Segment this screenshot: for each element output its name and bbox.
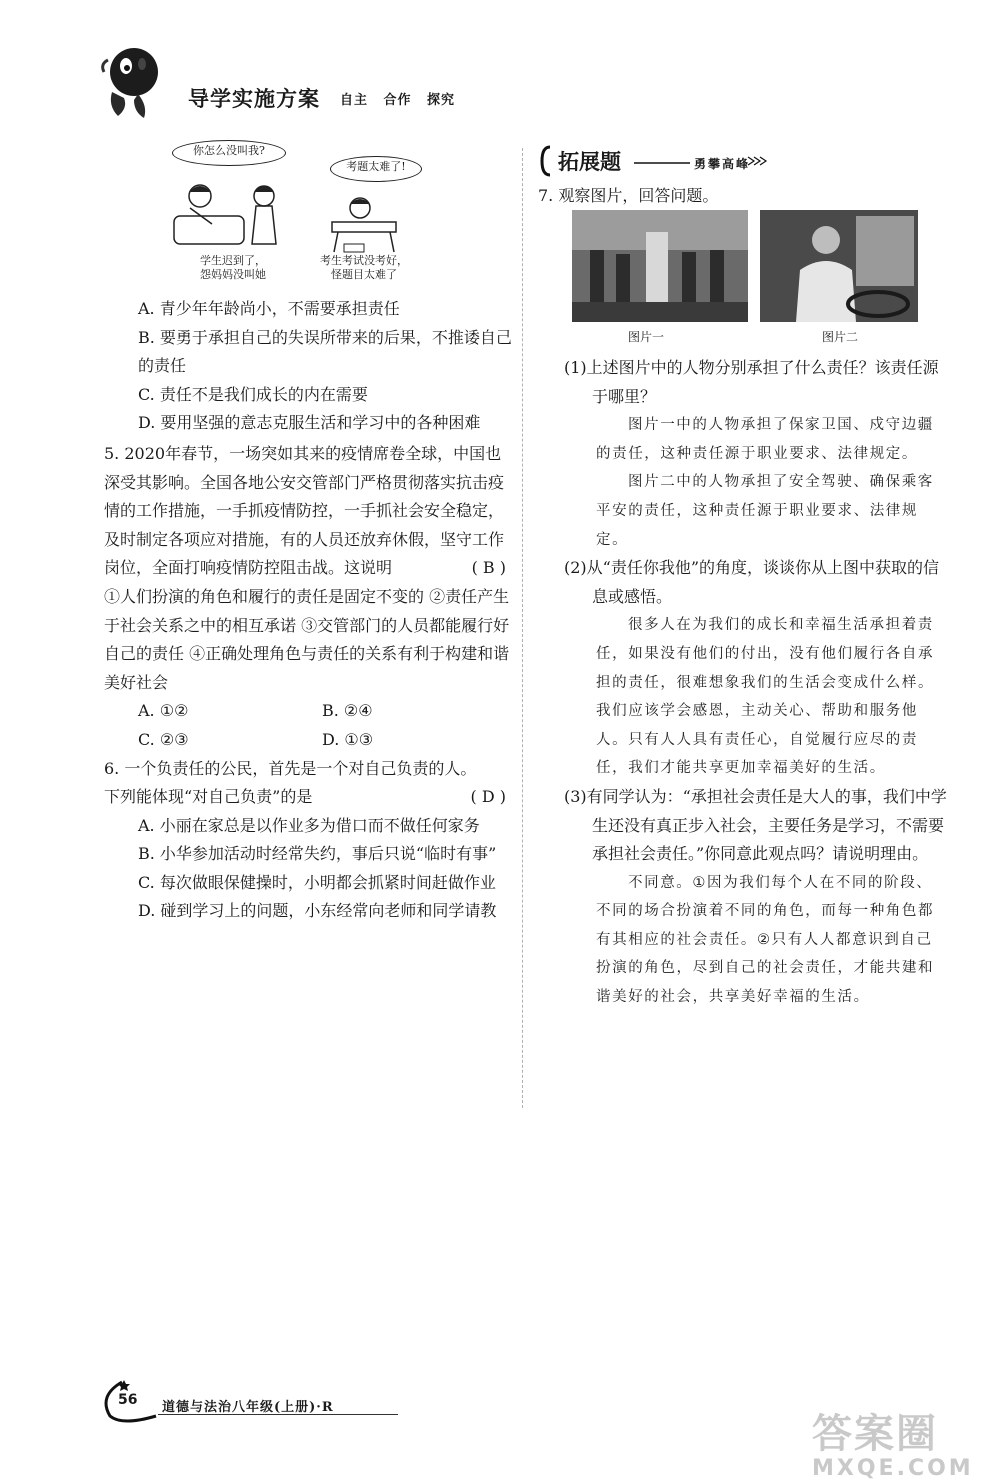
q7-sub2-answer: 很多人在为我们的成长和幸福生活承担着责任，如果没有他们的付出，没有他们履行各自承担的责任，很难想象我们的生活会变成什么样。我们应该学会感恩，主动关心、帮助和服务他人。只有人人具有责任心，自觉履行应尽的责任，我们才能共享更加幸福美好的生活。 xyxy=(596,617,935,777)
caption-right-line: 怪题目太难了 xyxy=(331,268,397,281)
header-title: 导学实施方案 xyxy=(188,87,320,111)
section-tag: 勇攀高峰 xyxy=(694,157,751,171)
q7-sub1-answer-2: 图片二中的人物承担了安全驾驶、确保乘客平安的责任，这种责任源于职业要求、法律规定。 xyxy=(596,474,934,548)
q7-sub1-question: (1)上述图片中的人物分别承担了什么责任？该责任源于哪里？ xyxy=(564,358,939,406)
q4-option-b: B. 要勇于承担自己的失误所带来的后果，不推诿自己的责任 xyxy=(138,327,512,376)
q6-stem-1: 6. 一个负责任的公民，首先是一个对自己负责的人。 xyxy=(104,758,477,778)
caption-left xyxy=(178,254,288,282)
caption-right-line: 考生考试没考好， xyxy=(320,254,408,267)
speech-bubble-left: 你怎么没叫我? xyxy=(172,140,286,166)
column-divider xyxy=(522,148,523,1108)
q5-answer: ( B ) xyxy=(471,558,506,578)
photo-two xyxy=(760,210,918,322)
q7-stem: 7. 观察图片，回答问题。 xyxy=(538,186,719,205)
photo-one xyxy=(572,210,748,322)
section-title: 拓展题 xyxy=(558,150,621,174)
q4-option-c: C. 责任不是我们成长的内在需要 xyxy=(138,384,368,404)
q5-option-d: D. ①③ xyxy=(322,729,374,749)
q6-option-b: B. 小华参加活动时经常失约，事后只说“临时有事” xyxy=(138,844,497,864)
header-subtitle: 自主 合作 探究 xyxy=(340,93,456,108)
comic-drawing xyxy=(160,166,420,256)
q5-options-row-2 xyxy=(104,726,514,755)
right-column-questions xyxy=(538,354,948,1012)
left-column xyxy=(104,295,514,926)
q7-sub1-answer-1: 图片一中的人物承担了保家卫国、戍守边疆的责任，这种责任源于职业要求、法律规定。 xyxy=(596,417,934,462)
q5-stem xyxy=(104,440,514,583)
q4-option-d: D. 要用坚强的意志克服生活和学习中的各种困难 xyxy=(138,413,481,433)
watermark-line-2: MXQE.COM xyxy=(812,1456,974,1481)
book-title: 道德与法治八年级(上册)·R xyxy=(162,1400,334,1415)
q5-stem-text: 5. 2020年春节，一场突如其来的疫情席卷全球，中国也深受其影响。全国各地公安交管部门严格贯彻落实抗击疫情的工作措施，一手抓疫情防控，一手抓社会安全稳定，及时制定各项应对措施，有的人员还放弃休假，坚守工作岗位，全面打响疫情防控阻击战。这说明 xyxy=(104,443,505,578)
right-column xyxy=(538,182,948,211)
q6-answer: ( D ) xyxy=(470,787,506,807)
speech-bubble-right: 考题太难了! xyxy=(330,156,422,182)
q6-option-c: C. 每次做眼保健操时，小明都会抓紧时间赶做作业 xyxy=(138,872,496,892)
q6-stem-2 xyxy=(104,783,514,812)
q6-stem-text: 下列能体现“对自己负责”的是 xyxy=(104,787,313,807)
q5-items: ①人们扮演的角色和履行的责任是固定不变的 ②责任产生于社会关系之中的相互承诺 ③交管部门的人员都能履行好自己的责任 ④正确处理角色与责任的关系有利于构建和谐美好社会 xyxy=(104,586,510,692)
photo-row xyxy=(572,210,918,350)
q7-sub3-question: (3)有同学认为：“承担社会责任是大人的事，我们中学生还没有真正步入社会，主要任务是学习，不需要承担社会责任。”你同意此观点吗？请说明理由。 xyxy=(564,786,947,864)
q6-option-d: D. 碰到学习上的问题，小东经常向老师和同学请教 xyxy=(138,901,497,921)
q7-sub2-question: (2)从“责任你我他”的角度，谈谈你从上图中获取的信息或感悟。 xyxy=(564,558,940,606)
q4-option-a: A. 青少年年龄尚小，不需要承担责任 xyxy=(138,299,400,318)
photo-one-label: 图片一 xyxy=(628,330,665,344)
q5-options-row-1 xyxy=(104,697,514,726)
watermark-line-1: 答案圈 xyxy=(812,1411,938,1457)
page-number: 56 xyxy=(118,1392,138,1408)
q5-option-a: A. ①② xyxy=(138,701,189,721)
watermark-logo xyxy=(812,1412,992,1484)
caption-left-line: 怨妈妈没叫她 xyxy=(200,268,266,281)
caption-left-line: 学生迟到了， xyxy=(200,254,266,267)
footer-rule xyxy=(158,1414,398,1415)
section-header xyxy=(540,143,770,179)
q5-option-c: C. ②③ xyxy=(138,729,189,749)
mascot-logo xyxy=(98,42,164,122)
caption-right xyxy=(308,254,420,282)
q7-sub3-answer: 不同意。①因为我们每个人在不同的阶段、不同的场合扮演着不同的角色，而每一种角色都有其相应的社会责任。②只有人人都意识到自己扮演的角色，尽到自己的社会责任，才能共建和谐美好的社会，共享美好幸福的生活。 xyxy=(596,874,935,1006)
q5-option-b: B. ②④ xyxy=(322,701,373,721)
comic-illustration xyxy=(160,140,420,285)
q6-option-a: A. 小丽在家总是以作业多为借口而不做任何家务 xyxy=(138,815,480,835)
photo-two-label: 图片二 xyxy=(822,330,859,344)
